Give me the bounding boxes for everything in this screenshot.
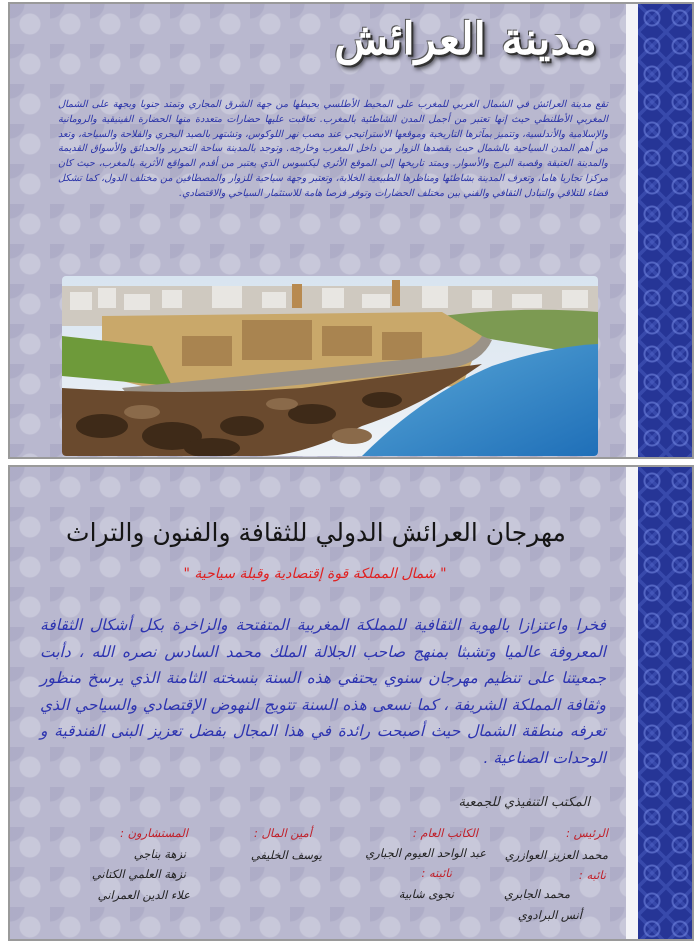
- city-intro-text: تقع مدينة العرائش في الشمال الغربي للمغرب على المحيط الأطلسي يحيطها من جهة الشرق المجاري وتمتد جنوبا وبجهة على الشمال المغربي الأطلنطي حيث إنها تعتبر من أجمل المدن الشاطئية بالمغرب. تعاقبت عليها حضارات متعددة منها الحضارة الفينيقية والرومانية والإسلامية والأندلسية، وتتميز بمآثرها التاريخية وموقعها الاستراتيجي عند مصب نهر اللوكوس، وتشتهر بالصيد البحري والفلاحة والسياحة، وتعد من أهم المدن السياحية بالشمال حيث يقصدها الزوار من داخل المغرب وخارجه. وتوجد بالمدينة ساحة التحرير والحدائق والأسواق القديمة والمدينة العتيقة وقصبة البرج والأسوار. ويمتد تاريخها إلى الموقع الأثري ليكسوس الذي يعتبر من أقدم المواقع الأثرية بالمغرب، حيث كان مركزا تجاريا هاما، وتعرف المدينة بشاطئها ومناظرها الطبيعية الخلابة، وتعتبر وجهة سياحية للزوار والمصطافين من مختلف الدول، كما تشكل فضاء للتلاقي والتبادل الثقافي والفني بين مختلف الحضارات وتوفر فرصا هامة للاستثمار السياحي والاقتصادي.: [58, 99, 608, 199]
- secretary-label: الكاتب العام :: [412, 826, 478, 840]
- vice-president-label: نائبه :: [578, 868, 606, 882]
- executive-board-heading: المكتب التنفيذي للجمعية: [458, 795, 590, 810]
- advisor-name-2: نزهة العلمي الكتاني: [91, 867, 186, 881]
- festival-slogan: " شمال المملكة قوة إقتصادية وقبلة سياحية ": [183, 566, 447, 582]
- city-panel: [8, 2, 694, 459]
- blue-arabesque-border: [638, 4, 694, 457]
- vice-president-name-1: محمد الجابري: [503, 887, 570, 901]
- treasurer-label: أمين المال :: [254, 826, 312, 840]
- president-label: الرئيس :: [566, 826, 608, 840]
- secretary-name: عبد الواحد العيوم الجباري: [365, 846, 486, 860]
- vice-president-2-name: نجوى شابية: [398, 887, 454, 901]
- advisor-name-1: نزهة بناجي: [133, 847, 186, 861]
- treasurer-name: يوسف الخليفي: [250, 848, 322, 862]
- advisor-name-3: علاء الدين العمراني: [97, 888, 190, 902]
- larache-city-photo: [62, 276, 598, 456]
- vice-president-name-2: أنس البرادوي: [517, 908, 582, 922]
- advisors-label: المستشارون :: [120, 826, 188, 840]
- festival-title: مهرجان العرائش الدولي للثقافة والفنون والتراث: [66, 518, 566, 547]
- blue-arabesque-border: [638, 467, 694, 939]
- vice-president-2-label: نائبته :: [421, 866, 452, 880]
- city-title: مدينة العرائش: [334, 14, 597, 65]
- president-name: محمد العزيز العوازري: [504, 848, 608, 862]
- divider-stripe: [626, 4, 638, 457]
- festival-description: فخرا واعتزازا بالهوية الثقافية للمملكة المغربية المتفتحة والزاخرة بكل أشكال الثقافة المعروفة عالميا وتشبثا بمنهج صاحب الجلالة الملك محمد السادس نصره الله ، دأبت جمعيتنا على تنظيم مهرجان سنوي يحتفي هذه السنة بنسخته الثامنة الذي يرسخ منظور وثقافة المملكة الشريفة ، كما نسعى هذه السنة تتويج النهوض الإقتصادي والسياحي الذي تعرفه منطقة الشمال حيث أصبحت رائدة في هذا المجال بفضل تعزيز البنى الفندقية و الوحدات الصناعية .: [40, 616, 606, 767]
- divider-stripe: [626, 467, 638, 939]
